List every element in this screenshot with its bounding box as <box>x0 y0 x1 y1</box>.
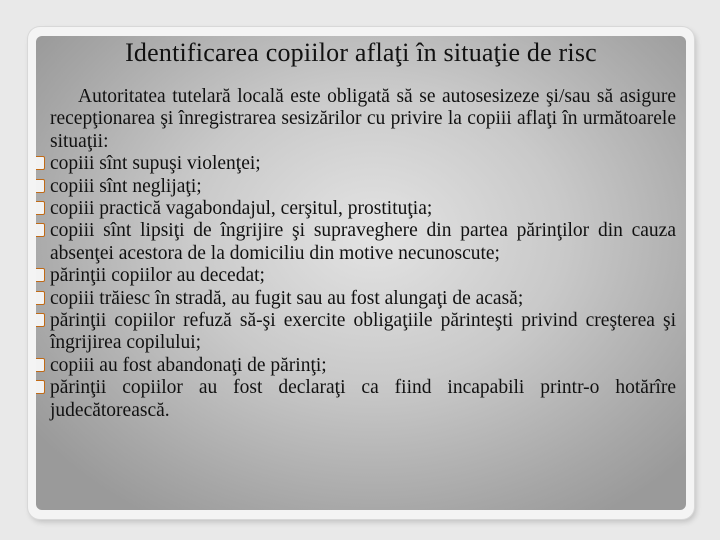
checkbox-bullet-icon <box>36 268 45 282</box>
checkbox-bullet-icon <box>36 201 45 215</box>
list-item-text: copiii sînt neglijaţi; <box>50 175 202 197</box>
checkbox-bullet-icon <box>36 358 45 372</box>
list-item <box>36 377 676 422</box>
slide-title: Identificarea copiilor aflaţi în situaţie de risc <box>125 38 597 67</box>
checkbox-bullet-icon <box>36 223 45 237</box>
list-item <box>36 220 676 265</box>
list-item <box>36 153 676 175</box>
list-item <box>36 176 676 198</box>
checkbox-bullet-icon <box>36 291 45 305</box>
list-item-text: copiii practică vagabondajul, cerşitul, prostituţia; <box>50 198 433 220</box>
checkbox-bullet-icon <box>36 179 45 193</box>
list-item <box>36 265 676 287</box>
checkbox-bullet-icon <box>36 156 45 170</box>
intro-paragraph: Autoritatea tutelară locală este obligată să se autosesizeze şi/sau să asigure recepţionarea şi înregistrarea sesizărilor cu privire la copiii aflaţi în următoarele situaţii: <box>50 86 676 152</box>
list-item-text: copiii sînt lipsiţi de îngrijire şi supraveghere din partea părinţilor din cauza absenţei acestora de la domiciliu din motive necunoscute; <box>50 220 676 264</box>
list-item-text: copiii trăiesc în stradă, au fugit sau au fost alungaţi de acasă; <box>50 287 524 309</box>
list-item-text: părinţii copiilor au decedat; <box>50 265 265 287</box>
list-item <box>36 310 676 355</box>
list-item <box>36 355 676 377</box>
checkbox-bullet-icon <box>36 313 45 327</box>
slide <box>36 36 686 510</box>
list-item-text: copiii au fost abandonaţi de părinţi; <box>50 354 327 376</box>
list-item-text: părinţii copiilor refuză să-şi exercite obligaţiile părinteşti privind creşterea şi îngrijirea copilului; <box>50 310 676 354</box>
list-item <box>36 288 676 310</box>
list-item-text: părinţii copiilor au fost declaraţi ca fiind incapabili printr-o hotărîre judecătorească. <box>50 377 676 421</box>
list-item <box>36 198 676 220</box>
list-item-text: copiii sînt supuşi violenţei; <box>50 153 261 175</box>
slide-body <box>36 86 676 422</box>
checkbox-bullet-icon <box>36 380 45 394</box>
